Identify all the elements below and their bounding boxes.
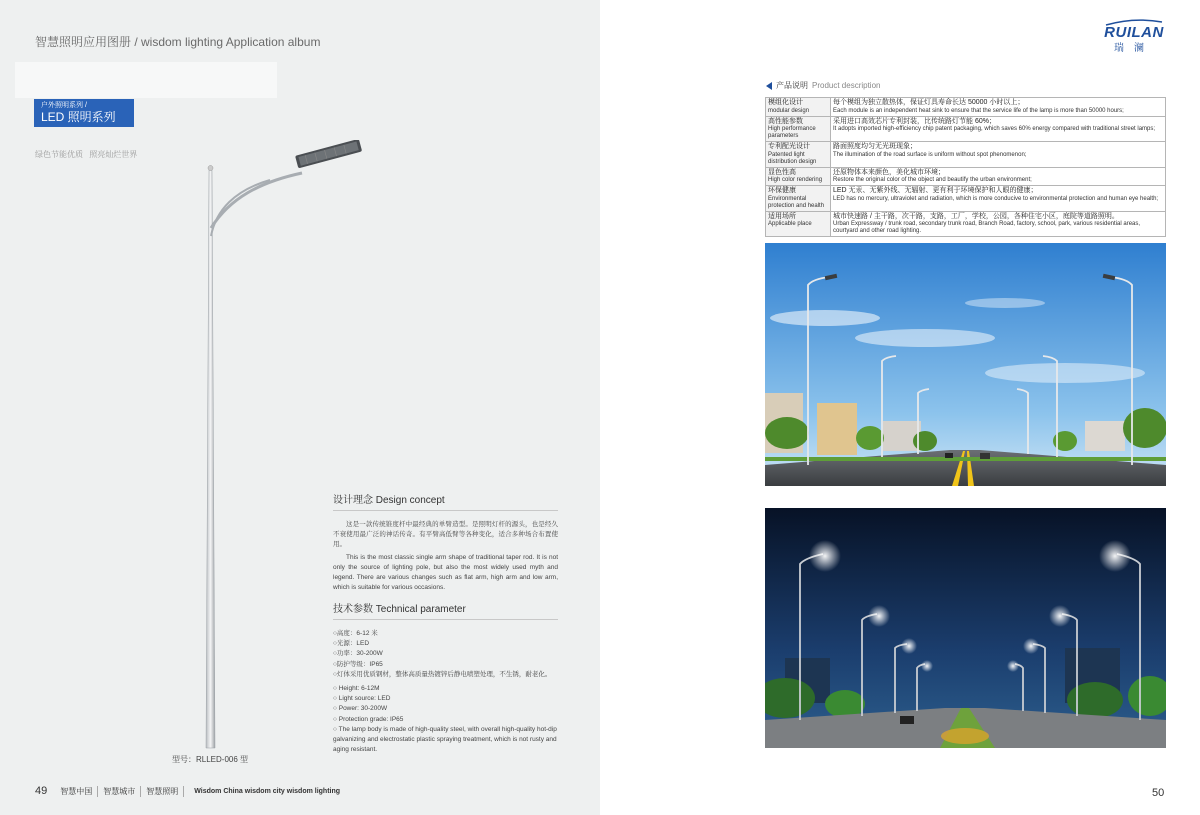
- spec-value-cn: 还原物体本来颜色，美化城市环境；: [833, 168, 945, 176]
- night-street-photo: [765, 508, 1166, 748]
- spec-key-cn: 环保健康: [768, 187, 796, 194]
- footer-tagline: Wisdom China wisdom city wisdom lighting: [194, 787, 341, 795]
- technical-parameter-title: 技术参数 Technical parameter: [333, 600, 558, 620]
- spec-key-cn: 高性能参数: [768, 117, 803, 125]
- spec-key-cn: 显色性高: [768, 168, 796, 176]
- tech-item-cn: ○高度：6-12 米: [333, 630, 378, 637]
- table-row: [766, 167, 1166, 186]
- product-spec-table: [765, 97, 1166, 237]
- spec-key-en: High color rendering: [768, 177, 823, 183]
- spec-key-en: Patented light distribution design: [768, 151, 817, 165]
- brand-logo: [1094, 24, 1174, 54]
- brand-logo-cn: 瑞澜: [1114, 43, 1154, 54]
- series-sub: 户外照明系列 /: [41, 102, 87, 109]
- footer-category: 智慧中国: [55, 786, 98, 797]
- technical-parameter-section: [333, 600, 558, 755]
- footer-category: 智慧照明: [141, 786, 184, 797]
- spec-value-en: The illumination of the road surface is uniform without spot phenomenon;: [833, 151, 1027, 158]
- tech-item-en: ○ Light source: LED: [333, 695, 391, 703]
- page-number-left: 49: [35, 785, 48, 797]
- spec-value-cn: LED 无汞、无紫外线、无辐射、更有利于环境保护和人眼的健康；: [833, 187, 1038, 194]
- design-concept-cn: 这是一款传统锥度杆中最经典的单臂造型。是照明灯杆的源头，也是经久不衰使用最广泛的神话传奇。有平臂高低臂等各种变化，适合多种场合布置使用。: [333, 521, 558, 548]
- spec-key-cn: 专利配光设计: [768, 143, 810, 150]
- series-badge: [34, 99, 134, 127]
- spec-key-cn: 适用场所: [768, 212, 796, 220]
- design-concept-section: [333, 491, 558, 593]
- product-description-cn: 产品说明: [776, 81, 808, 90]
- spec-key-en: High performance parameters: [768, 126, 816, 139]
- product-description-en: Product description: [812, 81, 881, 90]
- technical-parameter-list: [333, 629, 558, 755]
- table-row: [766, 211, 1166, 237]
- left-footer: [35, 785, 340, 797]
- product-description-title: [766, 80, 880, 91]
- spec-value-en: It adopts imported high-efficiency chip patent packaging, which saves 60% energy compared with traditional street lamps;: [833, 126, 1156, 132]
- spec-value-cn: 每个模组为独立散热体，保证灯具寿命长达 50000 小时以上；: [833, 99, 1025, 106]
- design-concept-en: This is the most classic single arm shape of traditional taper rod. It is not only the source of lighting pole, but also the most widely used myth and legend. There are various changes such as flat arm, high arm and low arm, which is suitable for various occasions.: [333, 554, 558, 591]
- triangle-bullet-icon: [766, 82, 772, 90]
- spec-value-cn: 路面照度均匀无光斑现象；: [833, 143, 917, 150]
- tech-item-en: ○ The lamp body is made of high-quality steel, with overall high-quality hot-dip galvanizing and electrostatic plastic spraying treatment, which is not rusty and aging resistant.: [333, 725, 557, 754]
- spec-value-cn: 采用进口高效芯片专利封装，比传统路灯节能 60%；: [833, 117, 996, 125]
- tech-item-cn: ○功率：30-200W: [333, 650, 383, 658]
- spec-key-en: Applicable place: [768, 221, 812, 227]
- table-row: [766, 98, 1166, 117]
- spec-value-en: Urban Expressway / trunk road, secondary trunk road, Branch Road, factory, school, park, various residential areas, courtyard and other road lighting.: [833, 221, 1141, 234]
- daytime-street-photo: [765, 243, 1166, 486]
- brand-logo-en: RUILAN: [1104, 24, 1164, 41]
- design-concept-title: 设计理念 Design concept: [333, 491, 558, 511]
- page-number-right: 50: [1152, 787, 1165, 799]
- table-row: [766, 142, 1166, 168]
- series-title: LED 照明系列: [41, 110, 116, 124]
- spec-value-en: Each module is an independent heat sink to ensure that the service life of the lamp is more than 50000 hours;: [833, 107, 1124, 114]
- spec-value-cn: 城市快速路 / 主干路，次干路，支路，工厂，学校，公园，各种住宅小区，庭院等道路照明。: [833, 212, 1119, 220]
- spec-key-en: Environmental protection and health: [768, 195, 825, 209]
- spec-value-en: Restore the original color of the object and beautify the urban environment;: [833, 177, 1032, 183]
- tech-item-en: ○ Protection grade: IP65: [333, 715, 404, 723]
- slogan: 绿色节能优质 照亮灿烂世界: [35, 150, 138, 159]
- album-header: 智慧照明应用图册 / wisdom lighting Application album: [35, 35, 321, 49]
- spec-key-en: modular design: [768, 107, 810, 114]
- tech-item-cn: ○灯体采用优质钢材，整体高质量热镀锌后静电喷塑处理，不生锈，耐老化。: [333, 670, 552, 678]
- tech-item-en: ○ Power: 30-200W: [333, 705, 388, 713]
- spec-value-en: LED has no mercury, ultraviolet and radiation, which is more conducive to environmental protection and human eye health;: [833, 195, 1159, 202]
- model-label: 型号：RLLED-006 型: [172, 755, 249, 764]
- tech-item-cn: ○光源：LED: [333, 640, 370, 648]
- table-row: [766, 116, 1166, 142]
- tech-item-en: ○ Height: 6-12M: [333, 685, 380, 693]
- tech-item-cn: ○防护等级：IP65: [333, 660, 383, 668]
- spec-key-cn: 模组化设计: [768, 99, 803, 106]
- table-row: [766, 186, 1166, 212]
- right-page: [600, 0, 1200, 815]
- header-band: [15, 62, 277, 98]
- footer-category: 智慧城市: [98, 786, 141, 797]
